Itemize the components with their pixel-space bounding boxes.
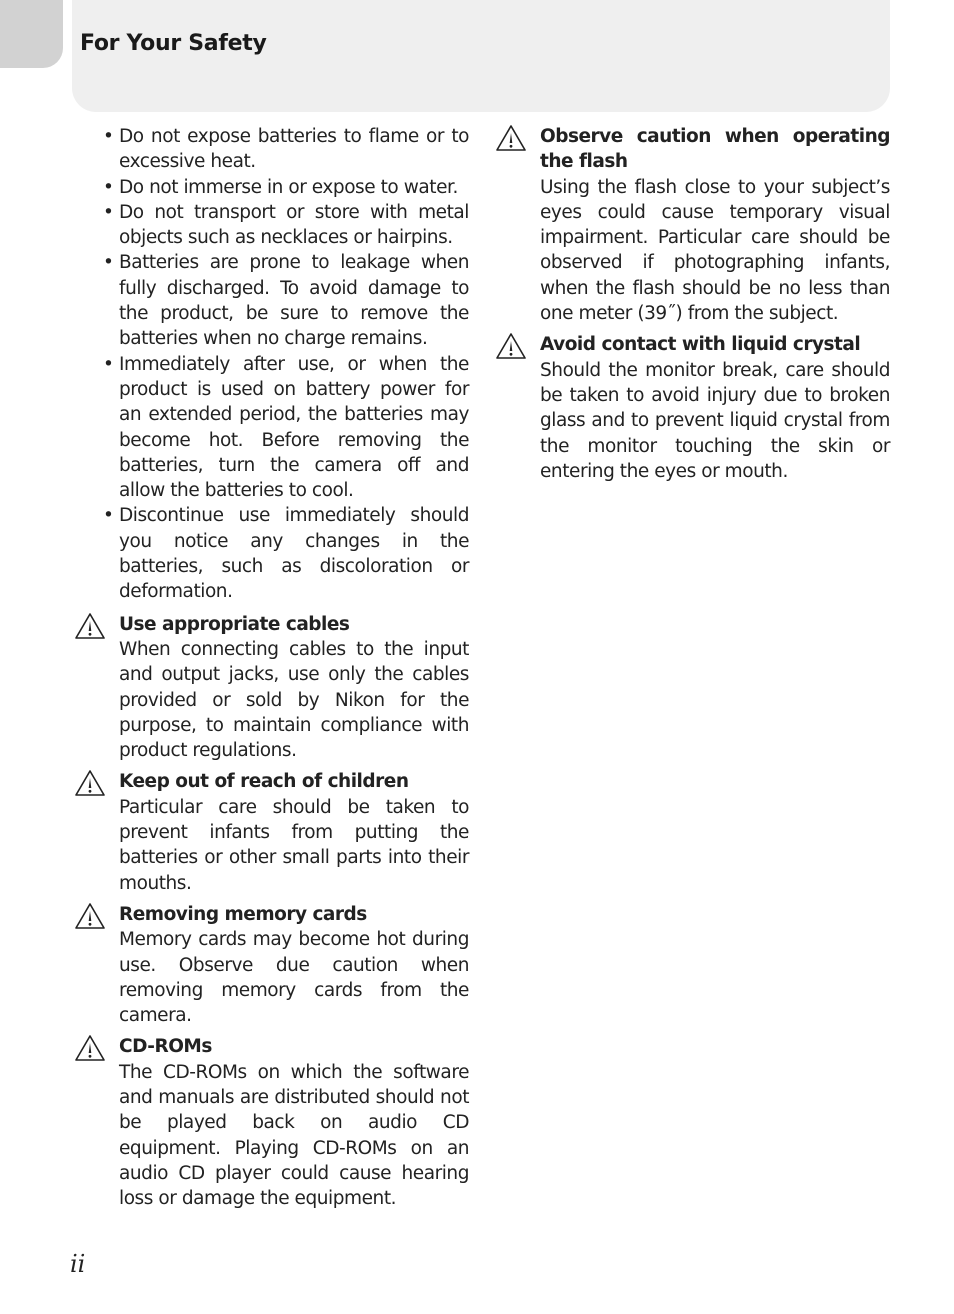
right-column [540, 124, 890, 484]
warning-triangle-icon [74, 769, 106, 797]
safety-section-cables [119, 612, 469, 764]
section-title: Avoid contact with liquid crystal [540, 334, 861, 356]
section-body: When connecting cables to the input and output jacks, use only the cables provided or sold by Nikon for the purpose, to maintain compliance with product regulations. [119, 638, 469, 762]
safety-section-flash [540, 124, 890, 326]
section-body: Should the monitor break, care should be taken to avoid injury due to broken glass and to prevent liquid crystal from the monitor touching the skin or entering the eyes or mouth. [540, 359, 890, 482]
bullet-item: • Do not transport or store with metal objects such as necklaces or hairpins. [119, 200, 469, 251]
warning-triangle-icon [74, 1034, 106, 1062]
page-number: ii [70, 1250, 86, 1278]
safety-section-memory-cards [119, 902, 469, 1028]
safety-section-cd-roms [119, 1034, 469, 1211]
warning-triangle-icon [495, 332, 527, 360]
section-title: Observe caution when operating the flash [540, 126, 890, 173]
corner-tab [0, 0, 63, 68]
bullet-item: • Do not expose batteries to flame or to excessive heat. [119, 124, 469, 175]
bullet-item: • Do not immerse in or expose to water. [119, 175, 469, 200]
safety-section-liquid-crystal [540, 332, 890, 484]
section-body: The CD-ROMs on which the software and manuals are distributed should not be played back on audio CD equipment. Playing CD-ROMs on an audio CD player could cause hearing loss or damage the equipment. [119, 1061, 469, 1210]
page-title: For Your Safety [80, 31, 267, 56]
warning-triangle-icon [495, 124, 527, 152]
section-title: Keep out of reach of children [119, 771, 409, 793]
header-band [72, 0, 890, 112]
bullet-item: • Immediately after use, or when the product is used on battery power for an extended period, the batteries may become hot. Before removing the batteries, turn the camera off and allow the batteries to cool. [119, 352, 469, 504]
section-title: CD-ROMs [119, 1036, 212, 1058]
safety-section-children [119, 769, 469, 895]
section-body: Particular care should be taken to prevent infants from putting the batteries or other small parts into their mouths. [119, 796, 469, 894]
battery-bullet-list [119, 124, 469, 605]
section-body: Memory cards may become hot during use. Observe due caution when removing memory cards from the camera. [119, 929, 469, 1027]
left-column [119, 124, 469, 1211]
section-title: Use appropriate cables [119, 613, 350, 635]
section-body: Using the flash close to your subject’s eyes could cause temporary visual impairment. Particular care should be observed if photographing infants, when the flash should be no less than one meter (39˝) from the subject. [540, 176, 890, 325]
section-title: Removing memory cards [119, 903, 367, 925]
warning-triangle-icon [74, 902, 106, 930]
bullet-item: • Batteries are prone to leakage when fully discharged. To avoid damage to the product, be sure to remove the batteries when no charge remains. [119, 250, 469, 351]
warning-triangle-icon [74, 612, 106, 640]
bullet-item: • Discontinue use immediately should you notice any changes in the batteries, such as discoloration or deformation. [119, 503, 469, 604]
